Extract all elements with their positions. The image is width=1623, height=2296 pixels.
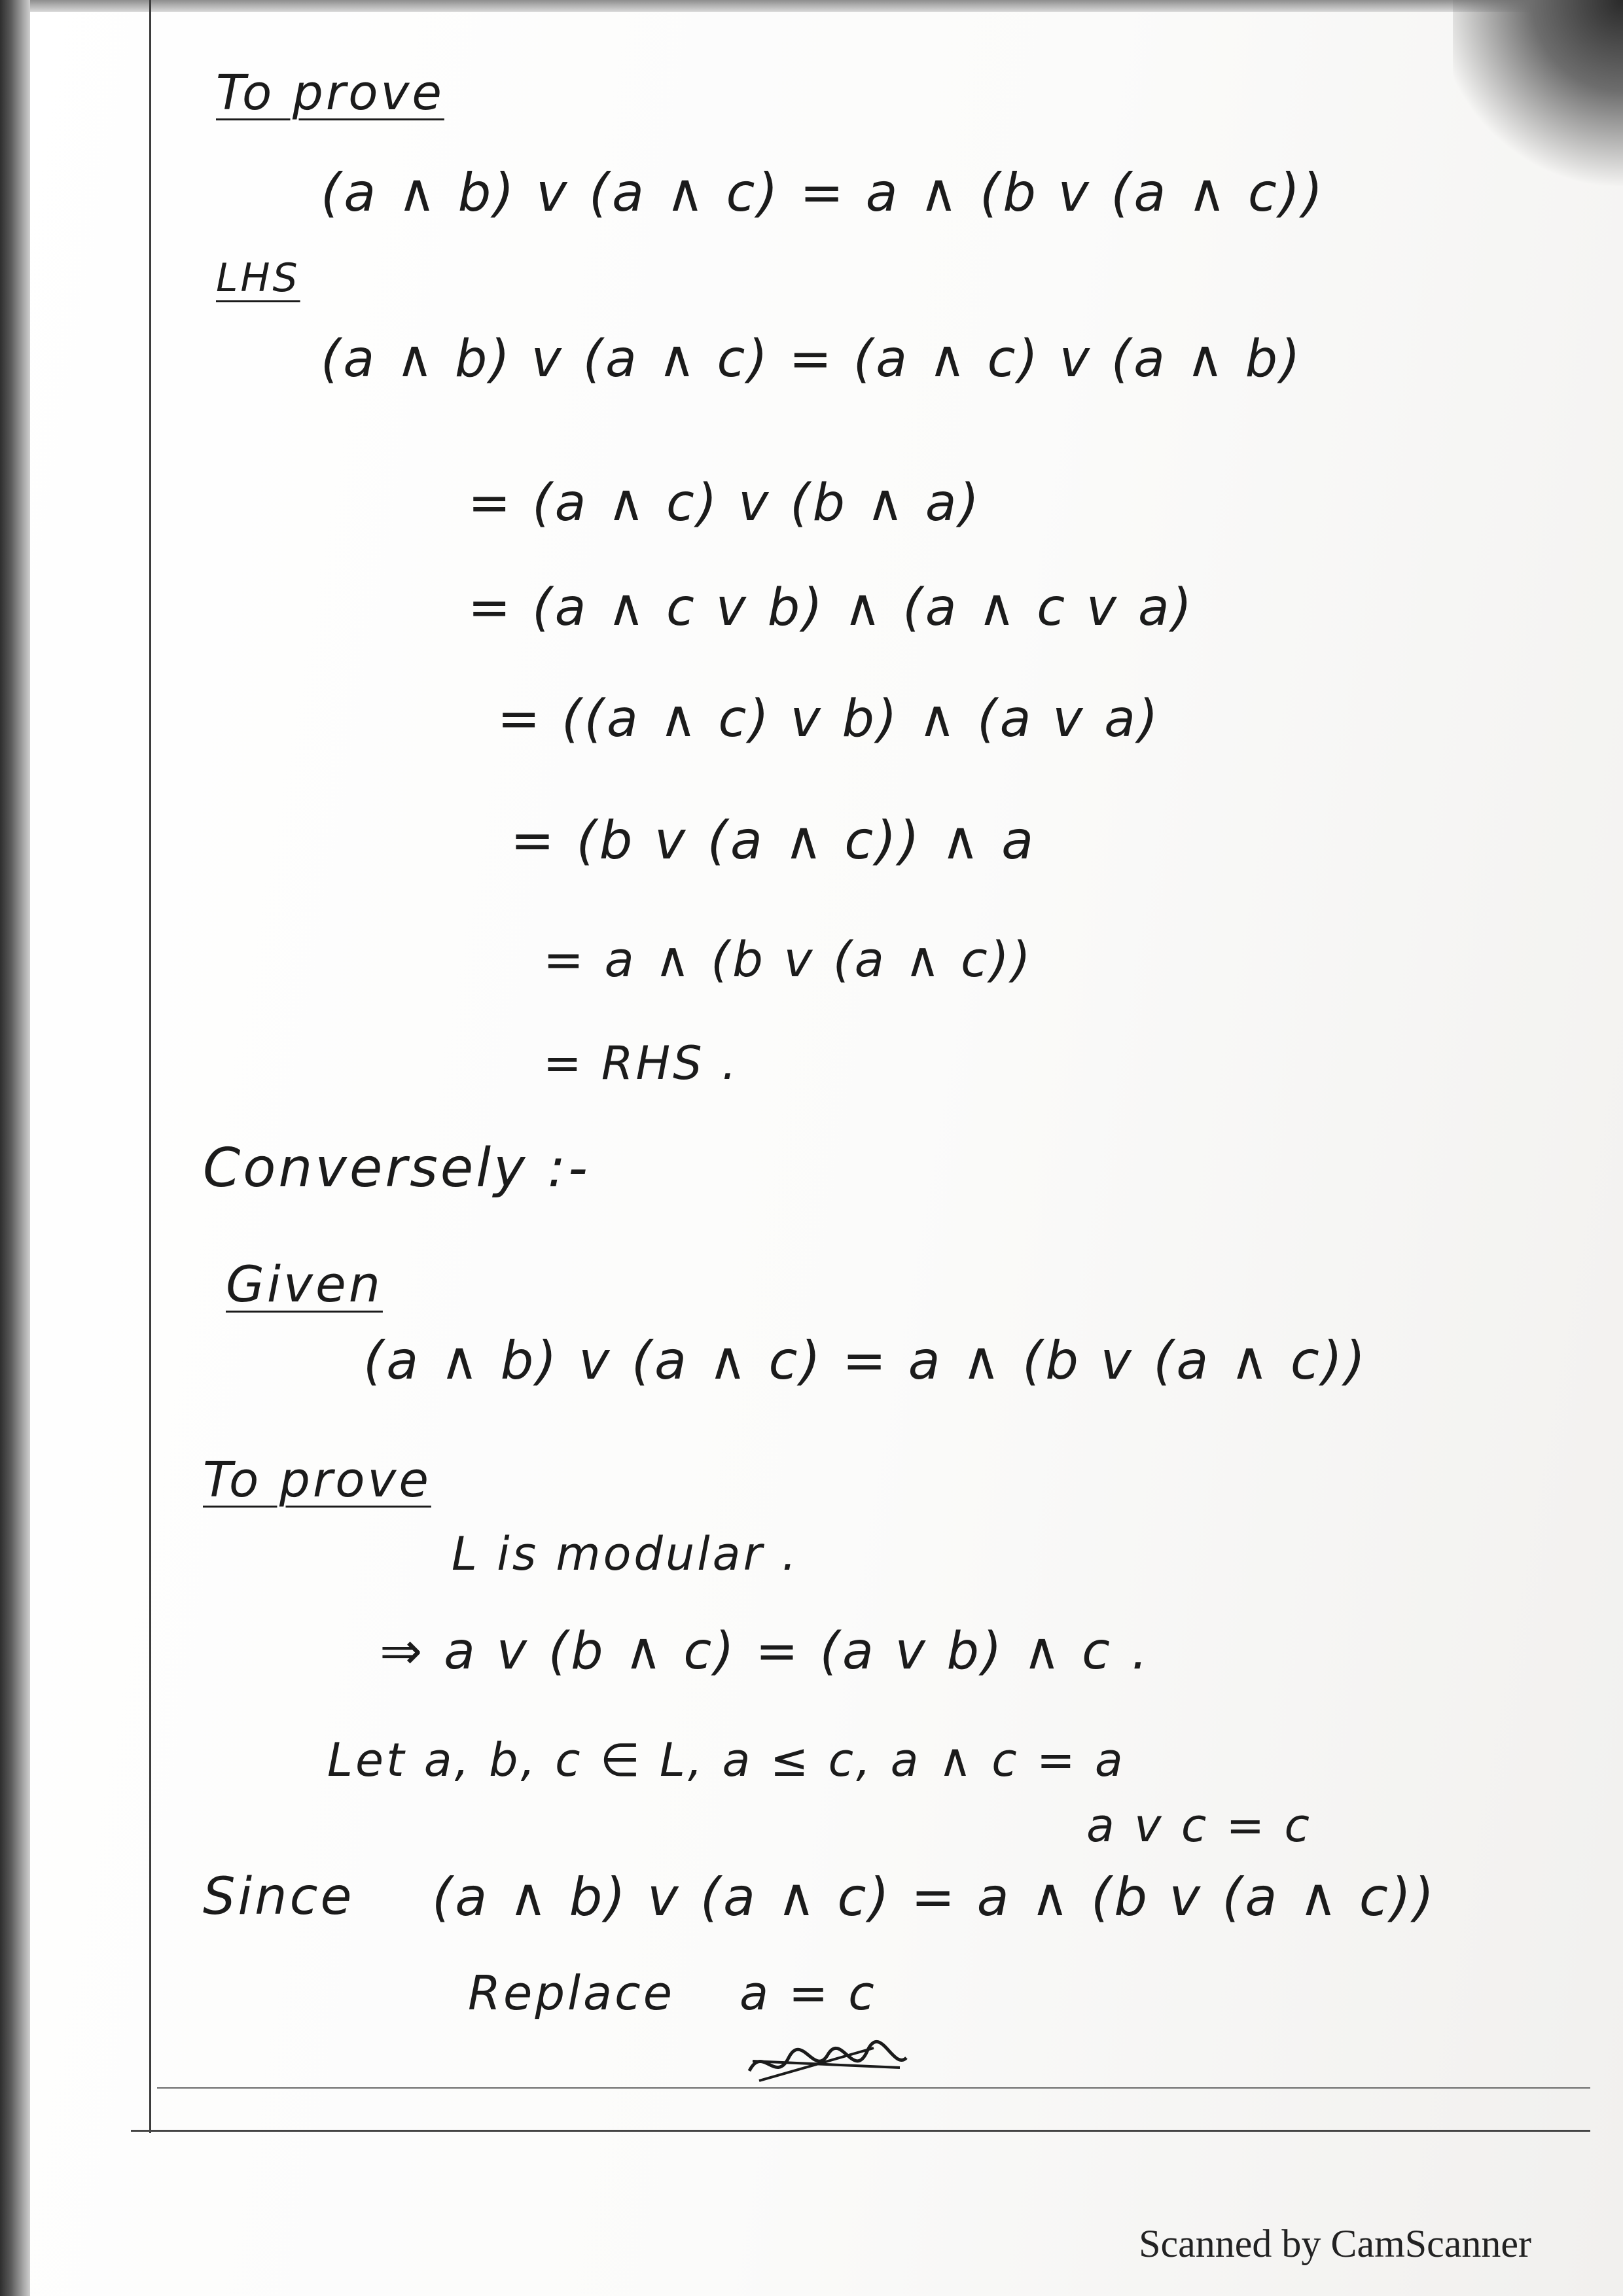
conversely-label: Conversely :-: [203, 1137, 590, 1199]
modular-statement: L is modular .: [452, 1527, 799, 1581]
implication-line: ⇒ a v (b ∧ c) = (a v b) ∧ c .: [380, 1622, 1150, 1681]
heading-to-prove-modular: To prove: [203, 1452, 431, 1508]
replace-statement: a = c: [740, 1966, 877, 2021]
lhs-step-4: = ((a ∧ c) v b) ∧ (a v a): [497, 690, 1161, 749]
lhs-step-1: (a ∧ b) v (a ∧ c) = (a ∧ c) v (a ∧ b): [321, 330, 1303, 389]
lhs-step-3: = (a ∧ c v b) ∧ (a ∧ c v a): [468, 578, 1195, 637]
statement-to-prove: (a ∧ b) v (a ∧ c) = a ∧ (b v (a ∧ c)): [321, 162, 1326, 223]
since-statement: (a ∧ b) v (a ∧ c) = a ∧ (b v (a ∧ c)): [432, 1867, 1437, 1928]
page-left-edge-shadow: [0, 0, 30, 2296]
scratched-out-scribble: [743, 2032, 913, 2091]
lhs-label: LHS: [216, 255, 300, 301]
let-line: Let a, b, c ∈ L, a ≤ c, a ∧ c = a: [327, 1733, 1126, 1787]
since-label: Since: [203, 1867, 355, 1926]
camscanner-footer: Scanned by CamScanner: [1139, 2222, 1531, 2265]
join-line: a v c = c: [1086, 1799, 1312, 1852]
margin-line: [149, 0, 151, 2133]
page-corner-shadow: [1453, 0, 1623, 196]
given-label: Given: [226, 1255, 383, 1313]
heading-to-prove: To prove: [216, 65, 444, 121]
given-statement: (a ∧ b) v (a ∧ c) = a ∧ (b v (a ∧ c)): [363, 1330, 1368, 1391]
replace-label: Replace: [468, 1966, 675, 2021]
ruled-line-lower: [131, 2130, 1590, 2132]
lhs-step-rhs: = RHS .: [543, 1036, 740, 1090]
lhs-step-2: = (a ∧ c) v (b ∧ a): [468, 474, 982, 533]
page-top-edge-shadow: [30, 0, 1623, 12]
lhs-step-6: = a ∧ (b v (a ∧ c)): [543, 932, 1033, 988]
lhs-step-5: = (b v (a ∧ c)) ∧ a: [510, 810, 1037, 871]
